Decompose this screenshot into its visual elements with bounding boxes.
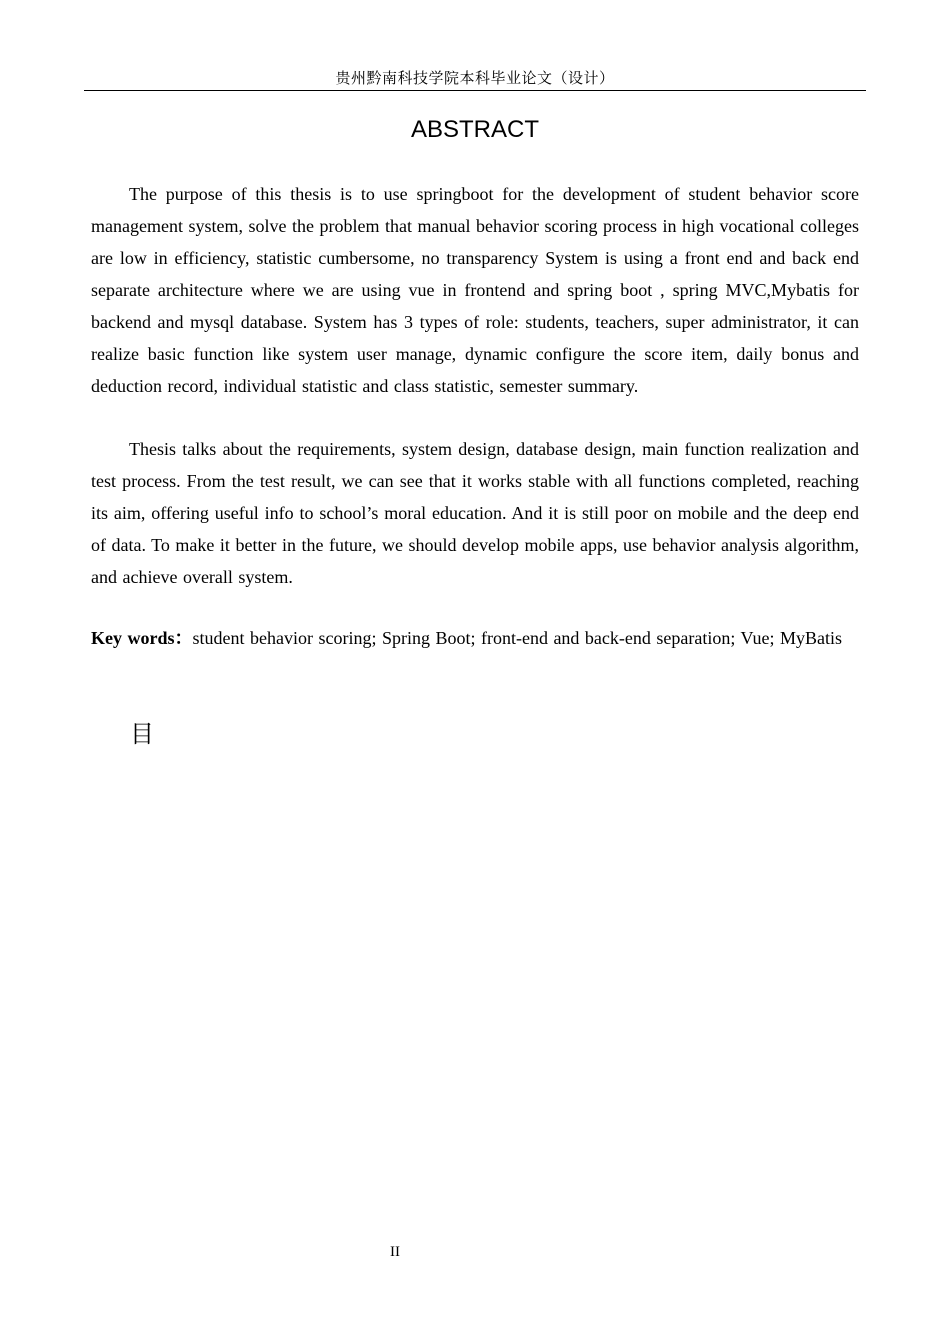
keywords-label: Key words： (91, 628, 193, 648)
abstract-title: ABSTRACT (410, 116, 539, 143)
abstract-paragraph-2 (91, 433, 859, 593)
abstract-paragraph-1 (91, 178, 859, 402)
page-header (84, 68, 866, 91)
keywords-line (91, 623, 859, 653)
abstract-paragraph-text: Thesis talks about the requirements, system design, database design, main function realization and test process. From the test result, we can see that it works stable with all functions completed, reaching its aim, offering useful info to school’s moral education. And it is still poor on mobile and the deep end of data. To make it better in the future, we should develop mobile apps, use behavior analysis algorithm, and achieve overall system. (91, 439, 859, 587)
toc-heading: 目 (130, 720, 154, 748)
page-number: II (390, 1244, 400, 1260)
header-text: 贵州黔南科技学院本科毕业论文（设计） (335, 69, 615, 87)
keywords-text: student behavior scoring; Spring Boot; front-end and back-end separation; Vue; MyBatis (192, 628, 842, 648)
abstract-paragraph-text: The purpose of this thesis is to use springboot for the development of student behavior score management system, solve the problem that manual behavior scoring process in high vocational colleges are low in efficiency, statistic cumbersome, no transparency System is using a front end and back end separate architecture where we are using vue in frontend and spring boot , spring MVC,Mybatis for backend and mysql database. System has 3 types of role: students, teachers, super administrator, it can realize basic function like system user manage, dynamic configure the score item, daily bonus and deduction record, individual statistic and class statistic, semester summary. (91, 184, 859, 396)
